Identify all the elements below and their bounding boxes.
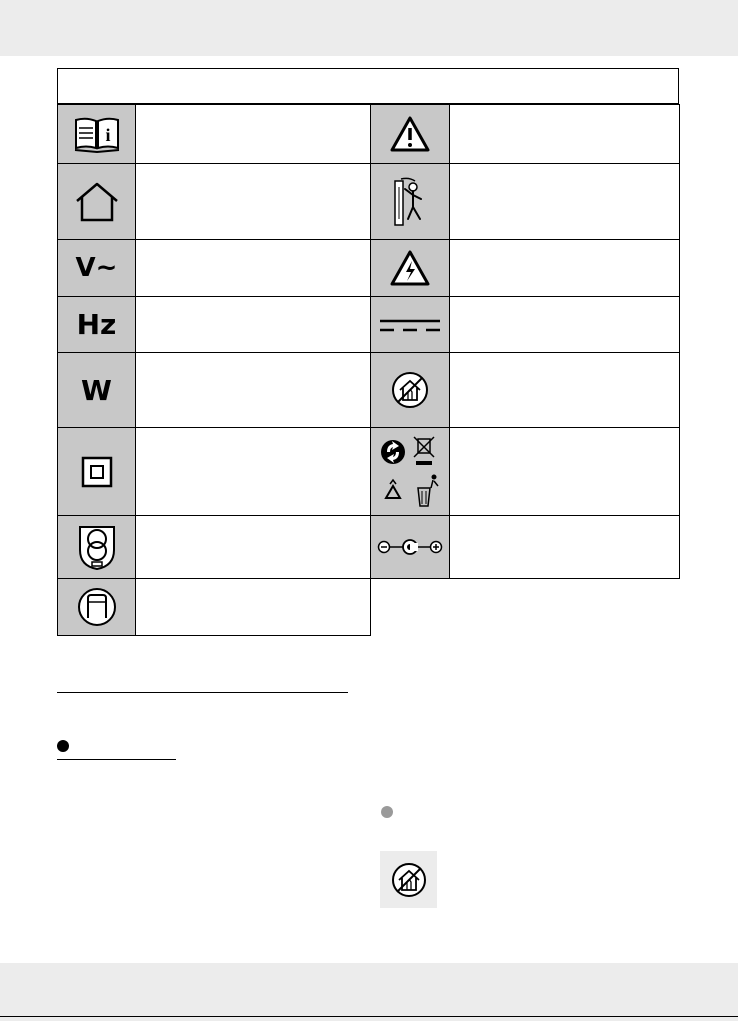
note-bullet (381, 806, 393, 818)
svg-text:i: i (104, 125, 111, 145)
page-header-band (0, 0, 738, 56)
not-for-outdoor-use-icon-large (380, 851, 437, 908)
symbol-table-header (57, 68, 679, 104)
safety-transformer-icon (57, 515, 136, 579)
symbol-desc-not-outdoor (449, 352, 680, 428)
page-footer-band (0, 963, 738, 1021)
symbol-desc-children (449, 163, 680, 240)
protection-class-ii-icon (57, 427, 136, 516)
hertz-icon (57, 296, 136, 353)
symbol-desc-indoor-use (135, 163, 371, 240)
volts-glyph: V~ (75, 253, 118, 283)
symbol-desc-watts (135, 352, 371, 428)
symbol-desc-electric-shock (449, 239, 680, 297)
indoor-use-house-icon (57, 163, 136, 240)
symbol-table (57, 68, 680, 636)
direct-current-icon (370, 296, 450, 353)
electric-shock-warning-icon (370, 239, 450, 297)
section-bullet (57, 740, 69, 752)
section-heading-underline (57, 692, 348, 693)
keep-away-from-children-icon (370, 163, 450, 240)
symbol-desc-hertz (135, 296, 371, 353)
dc-polarity-icon (370, 515, 450, 579)
volts-ac-icon (57, 239, 136, 297)
footer-rule (0, 1016, 738, 1017)
symbol-desc-direct-current (449, 296, 680, 353)
symbol-desc-volts (135, 239, 371, 297)
symbol-desc-recycling (449, 427, 680, 516)
symbol-desc-read-instructions (135, 104, 371, 164)
recycling-disposal-icon (370, 427, 450, 516)
symbol-desc-protection-class (135, 427, 371, 516)
hertz-glyph: Hz (76, 308, 117, 341)
watts-glyph: W (81, 373, 112, 407)
read-instructions-icon (57, 104, 136, 164)
warning-triangle-icon (370, 104, 450, 164)
symbol-desc-warning (449, 104, 680, 164)
symbol-desc-safety-transformer (135, 515, 371, 579)
symbol-desc-short-circuit-proof (135, 578, 371, 636)
watts-icon (57, 352, 136, 428)
short-circuit-proof-transformer-icon (57, 578, 136, 636)
symbol-desc-polarity (449, 515, 680, 579)
subheading-underline (57, 759, 176, 760)
not-for-outdoor-use-icon (370, 352, 450, 428)
